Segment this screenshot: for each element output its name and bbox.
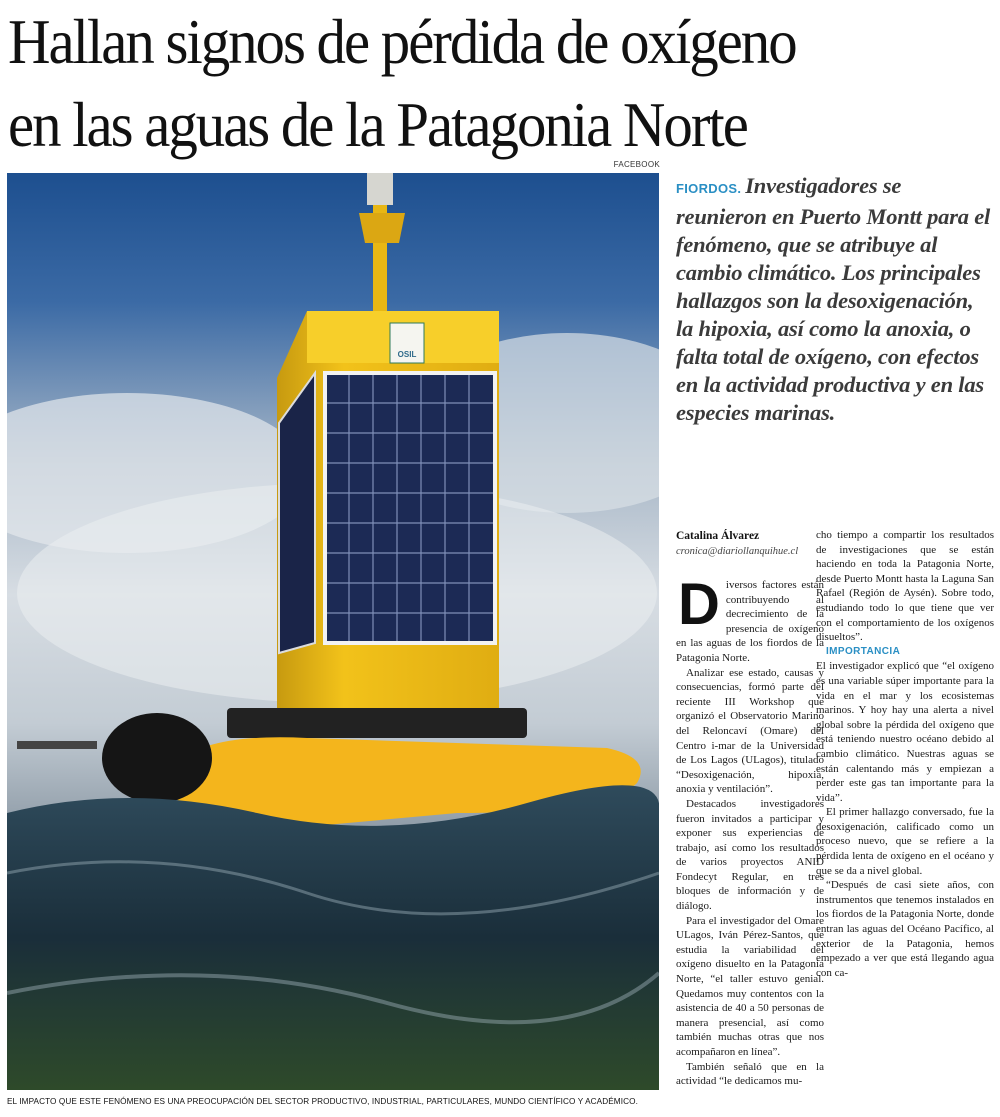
paragraph-6: cho tiempo a compartir los resultados de investigaciones que se están haciendo en toda la Patagonia Norte, desde Puerto Montt hasta la Laguna San Rafael (Región de Aysén). Sobre todo, estudiando todo lo que tiene que ver con el comportamiento de los oxígenos disueltos”.: [816, 529, 994, 644]
paragraph-2: Analizar ese estado, causas y consecuencias, formó parte del reciente III Workshop que organizó el Observatorio Marino del Reloncaví (Omare) del Centro i-mar de la Universidad de Los Lagos (ULagos), titulado “Desoxigenación, hipoxia, anoxia y ventilación”.: [676, 666, 824, 796]
paragraph-1: [676, 572, 824, 666]
paragraph-1-text: iversos factores están contribuyendo al decrecimiento de la presencia de oxígeno en las aguas de los fiordos de la Patagonia Norte.: [676, 579, 824, 664]
diver: [102, 713, 212, 803]
photo-credit: FACEBOOK: [613, 160, 660, 169]
paragraph-4: Para el investigador del Omare ULagos, Iván Pérez-Santos, que estudia la variabilidad del oxígeno disuelto en la Patagonia Norte, “el taller estuvo genial. Quedamos muy contentos con la asistencia de 40 a 50 personas de manera presencial, así como también muchas otras que nos acompañaron en línea”.: [676, 914, 824, 1058]
paragraph-8: El primer hallazgo conversado, fue la desoxigenación, calificado como un proceso nuevo, que se refiere a la pérdida lenta de oxígeno en el océano y que se da a nivel global.: [816, 806, 994, 877]
photo-caption: EL IMPACTO QUE ESTE FENÓMENO ES UNA PREOCUPACIÓN DEL SECTOR PRODUCTIVO, INDUSTRIAL, PARTICULARES, MUNDO CIENTÍFICO Y ACADÉMICO.: [7, 1097, 638, 1106]
dropcap: D: [678, 572, 720, 637]
headline: [8, 0, 914, 166]
buoy-illustration: [7, 173, 659, 1090]
deck: [676, 172, 992, 427]
osil-logo-text: OSIL: [397, 350, 417, 359]
paragraph-3: Destacados investigadores fueron invitados a participar y exponer sus experiencias de trabajo, así como los resultados de varios proyectos ANID Fondecyt Regular, en tres bloques de información y de diálogo.: [676, 797, 824, 913]
sea-water: [7, 785, 659, 1090]
byline-name: Catalina Álvarez: [676, 530, 760, 542]
paragraph-7: El investigador explicó que “el oxígeno es una variable súper importante para la vida en el mar y los ecosistemas marinos. Y hoy hay una alerta a nivel global sobre la pérdida del oxígeno que está teniendo nuestro océano debido al cambio climático. Nuestras aguas se están calentando más y empiezan a perder este gas tan importante para la vida”.: [816, 660, 994, 804]
subhead-importancia: IMPORTANCIA: [826, 645, 901, 657]
paragraph-5: También señaló que en la actividad “le dedicamos mu-: [676, 1060, 824, 1088]
solar-panel-side: [279, 373, 315, 653]
paragraph-9: “Después de casi siete años, con instrumentos que tenemos instalados en los fiordos de la Patagonia Norte, donde entran las aguas del Océano Pacífico, al exterior de la Patagonia, hemos empezado a ver que está llegando agua con ca-: [816, 879, 994, 979]
buoy-photo: [7, 173, 659, 1090]
byline-email: cronica@diariollanquihue.cl: [676, 546, 799, 557]
headline-line-1: Hallan signos de pérdida de oxígeno: [8, 6, 796, 77]
buoy-frame: [227, 708, 527, 738]
headline-line-2: en las aguas de la Patagonia Norte: [8, 89, 747, 160]
article-column-1: [676, 572, 824, 1089]
byline: [676, 528, 826, 560]
mast-bracket: [359, 213, 405, 243]
diver-regulator: [17, 741, 97, 749]
buoy-light: [367, 173, 393, 205]
deck-text: Investigadores se reunieron en Puerto Montt para el fenómeno, que se atribuye al cambio climático. Los principales hallazgos son la desoxigenación, la hipoxia, así como la anoxia, o falta total de oxígeno, con efectos en la actividad productiva y en las especies marinas.: [676, 173, 991, 425]
deck-kicker: FIORDOS.: [676, 181, 742, 196]
article-column-2: [816, 528, 994, 980]
